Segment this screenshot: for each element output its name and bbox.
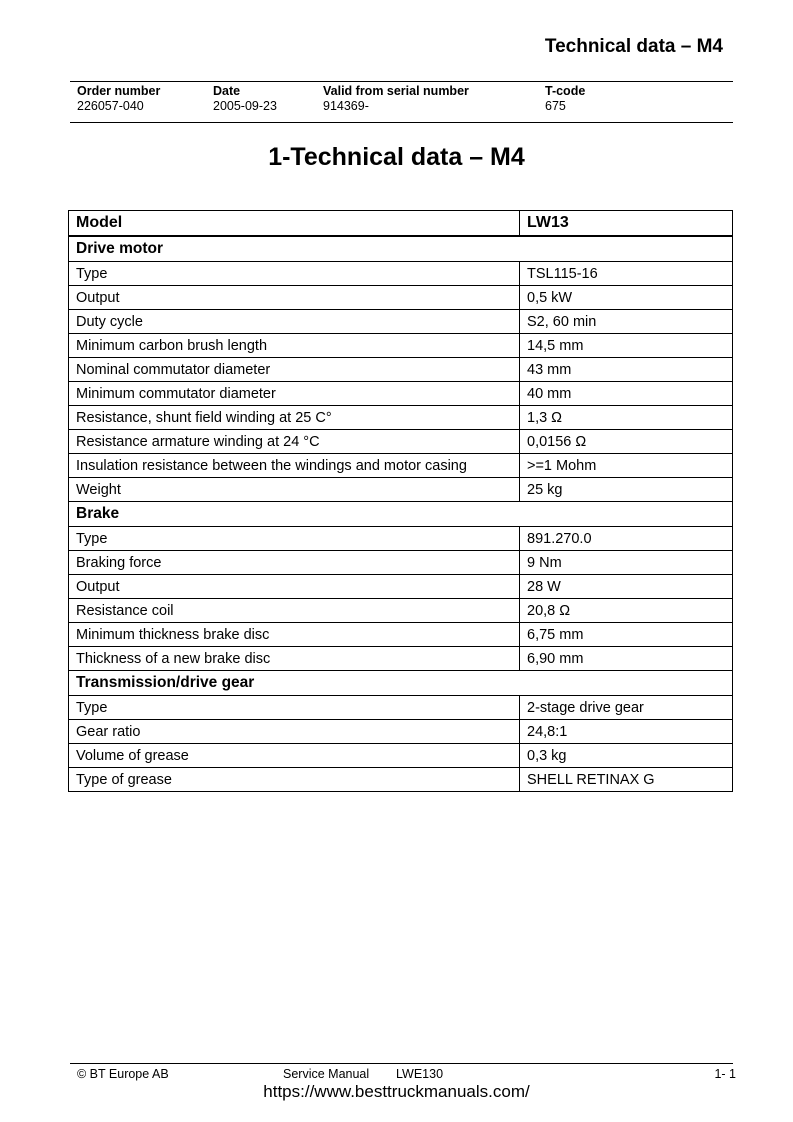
page-header-title: Technical data – M4 xyxy=(544,36,723,57)
value-cell: TSL115-16 xyxy=(520,262,733,286)
value-cell: 2-stage drive gear xyxy=(520,696,733,720)
value-cell: 1,3 Ω xyxy=(520,406,733,430)
section-title: Brake xyxy=(69,502,733,527)
parameter-cell: Minimum carbon brush length xyxy=(69,334,520,358)
table-row xyxy=(69,768,733,792)
technical-data-table xyxy=(68,210,733,792)
tcode-block xyxy=(545,84,585,114)
table-row xyxy=(69,382,733,406)
table-row xyxy=(69,310,733,334)
section-title: Drive motor xyxy=(69,236,733,262)
value-cell: 20,8 Ω xyxy=(520,599,733,623)
parameter-cell: Type xyxy=(69,262,520,286)
table-row xyxy=(69,696,733,720)
parameter-cell: Insulation resistance between the windings and motor casing xyxy=(69,454,520,478)
parameter-cell: Minimum thickness brake disc xyxy=(69,623,520,647)
table-row xyxy=(69,599,733,623)
header-rule-bottom xyxy=(70,122,733,123)
value-cell: 0,0156 Ω xyxy=(520,430,733,454)
section-row xyxy=(69,502,733,527)
table-row xyxy=(69,575,733,599)
order-number-label: Order number xyxy=(77,84,161,98)
order-number-value: 226057-040 xyxy=(77,99,144,113)
value-cell: 43 mm xyxy=(520,358,733,382)
parameter-cell: Type of grease xyxy=(69,768,520,792)
header-model-cell: Model xyxy=(69,211,520,237)
order-number-block xyxy=(77,84,160,114)
table-row xyxy=(69,744,733,768)
footer-page-number: 1- 1 xyxy=(714,1067,736,1081)
parameter-cell: Weight xyxy=(69,478,520,502)
table-header-row xyxy=(69,211,733,237)
parameter-cell: Type xyxy=(69,527,520,551)
table-row xyxy=(69,286,733,310)
table-row xyxy=(69,551,733,575)
parameter-cell: Braking force xyxy=(69,551,520,575)
parameter-cell: Resistance, shunt field winding at 25 C° xyxy=(69,406,520,430)
table-row xyxy=(69,720,733,744)
value-cell: 6,75 mm xyxy=(520,623,733,647)
value-cell: 9 Nm xyxy=(520,551,733,575)
table-row xyxy=(69,262,733,286)
header-rule-top xyxy=(70,81,733,82)
section-title: Transmission/drive gear xyxy=(69,671,733,696)
value-cell: 25 kg xyxy=(520,478,733,502)
parameter-cell: Resistance coil xyxy=(69,599,520,623)
footer-manual: Service Manual xyxy=(283,1067,370,1081)
value-cell: 28 W xyxy=(520,575,733,599)
parameter-cell: Output xyxy=(69,575,520,599)
section-row xyxy=(69,671,733,696)
value-cell: >=1 Mohm xyxy=(520,454,733,478)
table-row xyxy=(69,358,733,382)
footer-model: LWE130 xyxy=(396,1067,444,1081)
date-label: Date xyxy=(213,84,241,98)
serial-value: 914369- xyxy=(323,99,369,113)
parameter-cell: Output xyxy=(69,286,520,310)
table-row xyxy=(69,334,733,358)
table-row xyxy=(69,454,733,478)
tcode-value: 675 xyxy=(545,99,566,113)
table-row xyxy=(69,623,733,647)
table-row xyxy=(69,406,733,430)
value-cell: SHELL RETINAX G xyxy=(520,768,733,792)
value-cell: 0,3 kg xyxy=(520,744,733,768)
table-row xyxy=(69,647,733,671)
serial-block xyxy=(323,84,469,114)
footer-url-link[interactable]: https://www.besttruckmanuals.com/ xyxy=(263,1082,530,1101)
value-cell: 891.270.0 xyxy=(520,527,733,551)
serial-label: Valid from serial number xyxy=(323,84,469,98)
value-cell: 40 mm xyxy=(520,382,733,406)
header-value-cell: LW13 xyxy=(520,211,733,237)
parameter-cell: Duty cycle xyxy=(69,310,520,334)
value-cell: 14,5 mm xyxy=(520,334,733,358)
value-cell: 0,5 kW xyxy=(520,286,733,310)
footer-rule xyxy=(70,1063,733,1064)
section-row xyxy=(69,236,733,262)
parameter-cell: Gear ratio xyxy=(69,720,520,744)
parameter-cell: Minimum commutator diameter xyxy=(69,382,520,406)
date-block xyxy=(213,84,277,114)
parameter-cell: Nominal commutator diameter xyxy=(69,358,520,382)
date-value: 2005-09-23 xyxy=(213,99,277,113)
value-cell: S2, 60 min xyxy=(520,310,733,334)
value-cell: 24,8:1 xyxy=(520,720,733,744)
parameter-cell: Volume of grease xyxy=(69,744,520,768)
tcode-label: T-code xyxy=(545,84,586,98)
value-cell: 6,90 mm xyxy=(520,647,733,671)
parameter-cell: Resistance armature winding at 24 °C xyxy=(69,430,520,454)
document-title: 1-Technical data – M4 xyxy=(268,143,525,171)
parameter-cell: Thickness of a new brake disc xyxy=(69,647,520,671)
footer-copyright: © BT Europe AB xyxy=(77,1067,169,1081)
table-row xyxy=(69,527,733,551)
table-row xyxy=(69,478,733,502)
table-row xyxy=(69,430,733,454)
parameter-cell: Type xyxy=(69,696,520,720)
